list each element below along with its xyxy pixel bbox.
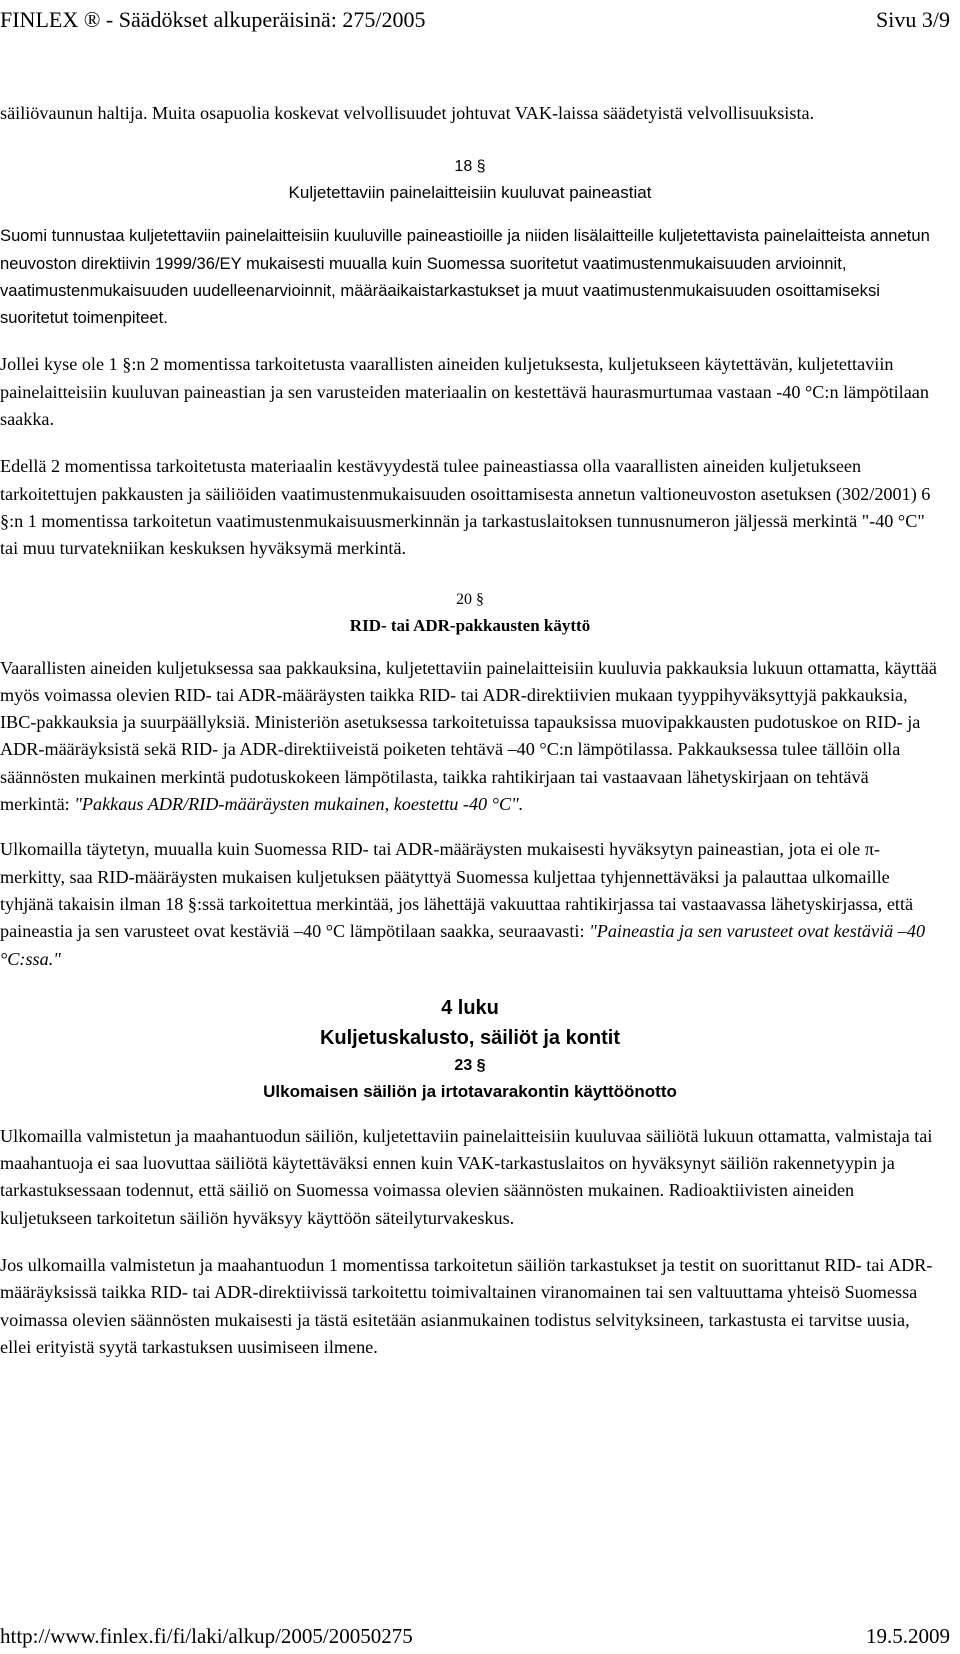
chapter-4-title: Kuljetuskalusto, säiliöt ja kontit xyxy=(319,1026,621,1049)
source-url[interactable]: http://www.finlex.fi/fi/laki/alkup/2005/20050275 xyxy=(0,1624,413,1648)
print-date: 19.5.2009 xyxy=(866,1624,950,1648)
section-20-paragraph-2-text: Ulkomailla täytetyn, muualla kuin Suomessa RID- tai ADR-määräysten mukaisesti hyväksytyn paineastian, jota ei ole π-merkitty, saa RID-määräysten mukaisen kuljetuksen päätyttyä Suomessa kuljettaa tyhjennettäväksi ja palauttaa ulkomaille tyhjänä takaisin ilman 18 §:ssä tarkoitettua merkintää, jos lähettäjä vakuuttaa rahtikirjassa tai vastaavassa lähetyskirjassa, että paineastia ja sen varusteet ovat kestäviä –40 °C lämpötilaan saakka, seuraavasti: xyxy=(0,839,914,942)
section-18-title: Kuljetettaviin painelaitteisiin kuuluvat paineastiat xyxy=(288,183,652,203)
section-20-title: RID- tai ADR-pakkausten käyttö xyxy=(349,615,591,635)
page-footer xyxy=(0,1618,960,1654)
section-18-paragraph-2: Jollei kyse ole 1 §:n 2 momentissa tarkoitetusta vaarallisten aineiden kuljetuksesta, kuljetukseen käytettävän, kuljetettaviin painelaitteisiin kuuluvan paineastian ja sen varusteiden materiaalin on kestettävä haurasmurtumaa vastaan -40 °C:n lämpötilaan saakka. xyxy=(0,354,929,430)
document-title: FINLEX ® - Säädökset alkuperäisinä: 275/2005 xyxy=(0,7,426,32)
section-20-paragraph-2-quote: "Paineastia ja sen varusteet ovat kestäviä –40 °C:ssa." xyxy=(0,921,926,969)
section-23-title: Ulkomaisen säiliön ja irtotavarakontin käyttöönotto xyxy=(263,1081,677,1101)
chapter-4-number: 4 luku xyxy=(441,996,499,1019)
section-23-number: 23 § xyxy=(454,1056,486,1074)
section-20-number: 20 § xyxy=(456,590,484,608)
section-20-paragraph-1 xyxy=(0,655,940,819)
section-20-paragraph-1-text: Vaarallisten aineiden kuljetuksessa saa pakkauksina, kuljetettaviin painelaitteisiin kuuluvia pakkauksia lukuun ottamatta, käyttää myös voimassa olevien RID- tai ADR-määräysten taikka RID- tai ADR-direktiivien mukaan tyyppihyväksyttyjä pakkauksia, IBC-pakkauksia ja suurpäällyksiä. Ministeriön asetuksessa tarkoitetuissa tapauksissa muovipakkausten pudotuskoe on RID- ja ADR-määräyksistä sekä RID- ja ADR-direktiiveistä poiketen tehtävä –40 °C:n lämpötilassa. Pakkauksessa tulee tällöin olla säännösten mukainen merkintä pudotuskokeen lämpötilasta, taikka rahtikirjaan tai vastaavaan lähetyskirjaan on tehtävä merkintä: xyxy=(0,657,937,815)
section-23-paragraph-2: Jos ulkomailla valmistetun ja maahantuodun 1 momentissa tarkoitetun säiliön tarkastukset ja testit on suorittanut RID- tai ADR-määräyksissä taikka RID- tai ADR-direktiivissä tarkoitettu toimivaltainen viranomainen tai sen valtuuttama yhteisö Suomessa voimassa olevien säännösten mukaisesti ja tästä esitetään asianmukainen todistus selvityksineen, tarkastusta ei tarvitse uusia, ellei erityistä syytä tarkastuksen uusimiseen ilmene. xyxy=(0,1255,933,1357)
section-18-number: 18 § xyxy=(454,158,486,176)
section-20-paragraph-2 xyxy=(0,836,940,972)
section-18-paragraph-3: Edellä 2 momentissa tarkoitetusta materiaalin kestävyydestä tulee paineastiassa olla vaarallisten aineiden kuljetukseen tarkoitettujen pakkausten ja säiliöiden vaatimustenmukaisuuden osoittamisesta annetun valtioneuvoston asetuksen (302/2001) 6 §:n 1 momentissa tarkoitetun vaatimustenmukaisuusmerkinnän ja tarkastuslaitoksen tunnusnumeron jäljessä merkintä "-40 °C" tai muu turvatekniikan keskuksen hyväksymä merkintä. xyxy=(0,456,931,559)
section-23-paragraph-1: Ulkomailla valmistetun ja maahantuodun säiliön, kuljetettaviin painelaitteisiin kuuluvaa säiliötä lukuun ottamatta, valmistaja tai maahantuoja ei saa luovuttaa säiliötä käytettäväksi ennen kuin VAK-tarkastuslaitos on hyväksynyt säiliön rakennetyypin ja tarkastuksessaan todennut, että säiliö on Suomessa voimassa olevien säännösten mukainen. Radioaktiivisten aineiden kuljetukseen tarkoitetun säiliön hyväksyy käyttöön säteilyturvakeskus. xyxy=(0,1125,933,1228)
document-body xyxy=(0,100,940,1361)
page-header xyxy=(0,0,960,40)
section-18-paragraph-1: Suomi tunnustaa kuljetettaviin painelaitteisiin kuuluville paineastioille ja niiden lisälaitteille kuljetettavista painelaitteista annetun neuvoston direktiivin 1999/36/EY mukaisesti muualla kuin Suomessa suoritetut vaatimustenmukaisuuden arvioinnit, vaatimustenmukaisuuden uudelleenarvioinnit, määräaikaistarkastukset ja muut vaatimustenmukaisuuden osoittamiseksi suoritetut toimenpiteet. xyxy=(0,226,930,328)
intro-paragraph: säiliövaunun haltija. Muita osapuolia koskevat velvollisuudet johtuvat VAK-laissa säädetyistä velvollisuuksista. xyxy=(0,103,815,123)
page-number: Sivu 3/9 xyxy=(876,7,950,32)
section-20-paragraph-1-quote: "Pakkaus ADR/RID-määräysten mukainen, koestettu -40 °C". xyxy=(74,794,524,815)
